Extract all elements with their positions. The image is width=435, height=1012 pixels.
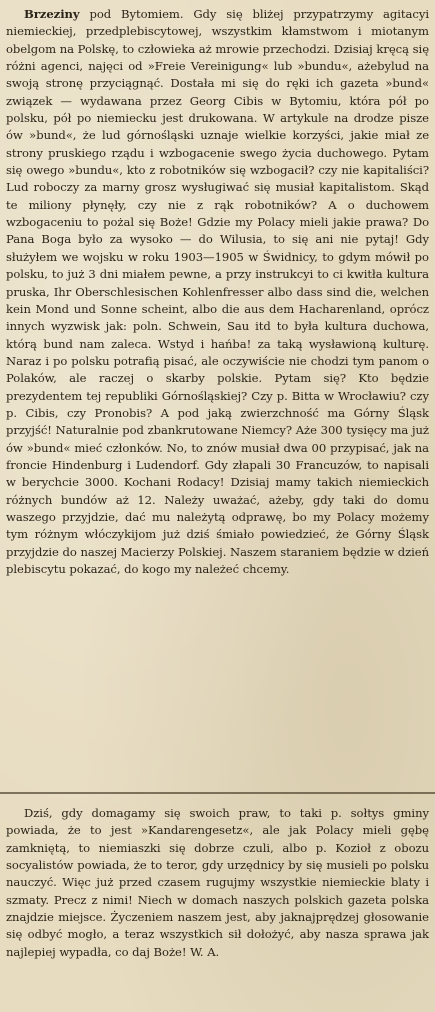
article-headline: Brzeziny (24, 7, 80, 21)
article-body: pod Bytomiem. Gdy się bliżej przypatrzymy agitacyi niemieckiej, przedplebiscytowej, wszystkim kłamstwom i miotanym obelgom na Polskę, to człowieka aż mrowie przechodzi. Dzisiaj kręcą się różni agenci, najęci od »Freie Vereinigung« lub »bundu«, ażebylud na swoją stronę przyciągnąć. Dostała mi się do ręki ich gazeta »bund« związek — wydawana przez Georg Cibis w Bytomiu, która pół po polsku, pół po niemiecku jest drukowana. W artykule na drodze pisze ów »bund«, że lud górnośląski uznaje wielkie korzyści, jakie miał ze strony pruskiego rządu i wzbogacenie swego życia duchowego. Pytam się owego »bundu«, kto z robotników się wzbogacił? czy nie kapitaliści? Lud roboczy za marny grosz wysługiwać się musiał kapitalistom. Skąd te miliony płynęły, czy nie z rąk robotników? A o duchowem wzbogaceniu to pożal się Boże! Gdzie my Polacy mieli jakie prawa? Do Pana Boga było za wysoko — do Wilusia, to się ani nie pytaj! Gdy służyłem we wojsku w roku 1903—1905 w Świdnicy, to gdym mówił po polsku, to już 3 dni miałem pewne, a przy instrukcyi to ci kwitła kultura pruska, Ihr Oberschlesischen Kohlenfresser albo dass sind die, welchen kein Mond und Sonne scheint, albo die aus dem Hacharenland, oprócz innych wyzwisk jak: poln. Schwein, Sau itd to była kultura duchowa, którą bund nam zaleca. Wstyd i hańba! za taką wysławioną kulturę. Naraz i po polsku potrafią pisać, ale oczywiście nie chodzi tym panom o Polaków, ale raczej o skarby polskie. Pytam się? Kto będzie prezydentem tej republiki Górnośląskiej? Czy p. Bitta w Wrocławiu? czy p. Cibis, czy Pronobis? A pod jaką zwierzchność ma Górny Śląsk przyjść! Naturalnie pod zbankrutowane Niemcy? Aże 300 tysięcy ma już ów »bund« mieć członków. No, to znów musiał dwa 00 przypisać, jak na froncie Hindenburg i Ludendorf. Gdy złapali 30 Francuzów, to napisali w berychcie 3000. Kochani Rodacy! Dzisiaj mamy takich niemieckich różnych bundów aż 12. Należy uważać, ażeby, gdy taki do domu waszego przyjdzie, dać mu należytą odprawę, bo my Polacy możemy tym różnym włóczykijom już dziś śmiało powiedzieć, że Górny Śląsk przyjdzie do naszej Macierzy Polskiej. Naszem staraniem będzie w dzień plebiscytu pokazać, do kogo my należeć chcemy. (6, 7, 430, 576)
article-body: Dziś, gdy domagamy się swoich praw, to taki p. sołtys gminy powiada, że to jest »Kandarengesetz«, ale jak Polacy mieli gębę zamkniętą, to niemiaszki się dobrze czuli, albo p. Kozioł z obozu socyalistów powiada, że to teror, gdy urzędnicy by się musieli po polsku nauczyć. Więc już przed czasem rugujmy wszystkie niemieckie blaty i szmaty. Precz z nimi! Niech w domach naszych polskich gazeta polska znajdzie miejsce. Życzeniem naszem jest, aby jaknajprędzej głosowanie się odbyć mogło, a teraz wszystkich sił dołożyć, aby nasza sprawa jak najlepiej wypadła, co daj Boże! (6, 806, 429, 959)
article-brzeziny (6, 6, 429, 578)
column-divider (0, 792, 435, 794)
article-paragraph (6, 6, 429, 578)
article-signature: W. A. (190, 944, 220, 959)
article-paragraph (6, 805, 429, 961)
article-continuation (6, 805, 429, 961)
